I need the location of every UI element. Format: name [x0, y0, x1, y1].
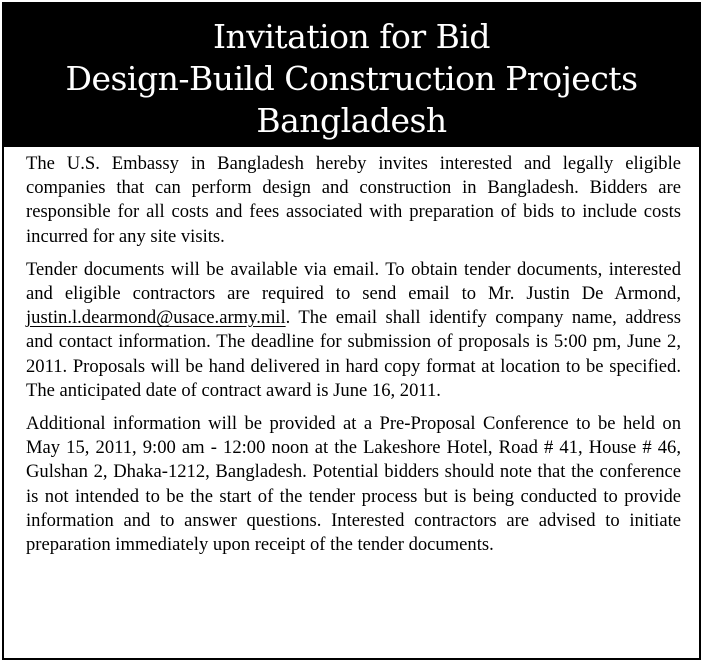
bid-advertisement [2, 2, 701, 660]
title-line-projects: Design-Build Construction Projects [65, 59, 638, 98]
title-line-country: Bangladesh [256, 101, 447, 140]
paragraph-conference: Additional information will be provided at a Pre-Proposal Conference to be held on May 15, 2011, 9:00 am - 12:00 noon at the Lakeshore Hotel, Road # 41, House # 46, Gulshan 2, Dhaka-1212, Bangladesh. Potential bidders should note that the conference is not intended to be the start of the tender process but is being conducted to provide information and to answer questions. Interested contractors are advised to initiate preparation immediately upon receipt of the tender documents. [26, 413, 681, 556]
tender-text-before-email: Tender documents will be available via email. To obtain tender documents, interested and eligible contractors are required to send email to Mr. Justin De Armond, [26, 258, 681, 305]
paragraph-tender-documents [26, 258, 681, 403]
tender-text-after-email: . The email shall identify company name, address and contact information. The deadline for submission of proposals is 5:00 pm, June 2, 2011. Proposals will be hand delivered in hard copy format at location to be specified. The anticipated date of contract award is June 16, 2011. [26, 307, 681, 401]
title-banner [4, 4, 699, 147]
contact-email-link[interactable]: justin.l.dearmond@usace.army.mil [26, 307, 286, 329]
title-line-invitation: Invitation for Bid [212, 17, 491, 56]
paragraph-invitation: The U.S. Embassy in Bangladesh hereby invites interested and legally eligible companies that can perform design and construction in Bangladesh. Bidders are responsible for all costs and fees associated with preparation of bids to include costs incurred for any site visits. [26, 153, 681, 247]
advertisement-body [26, 152, 681, 566]
